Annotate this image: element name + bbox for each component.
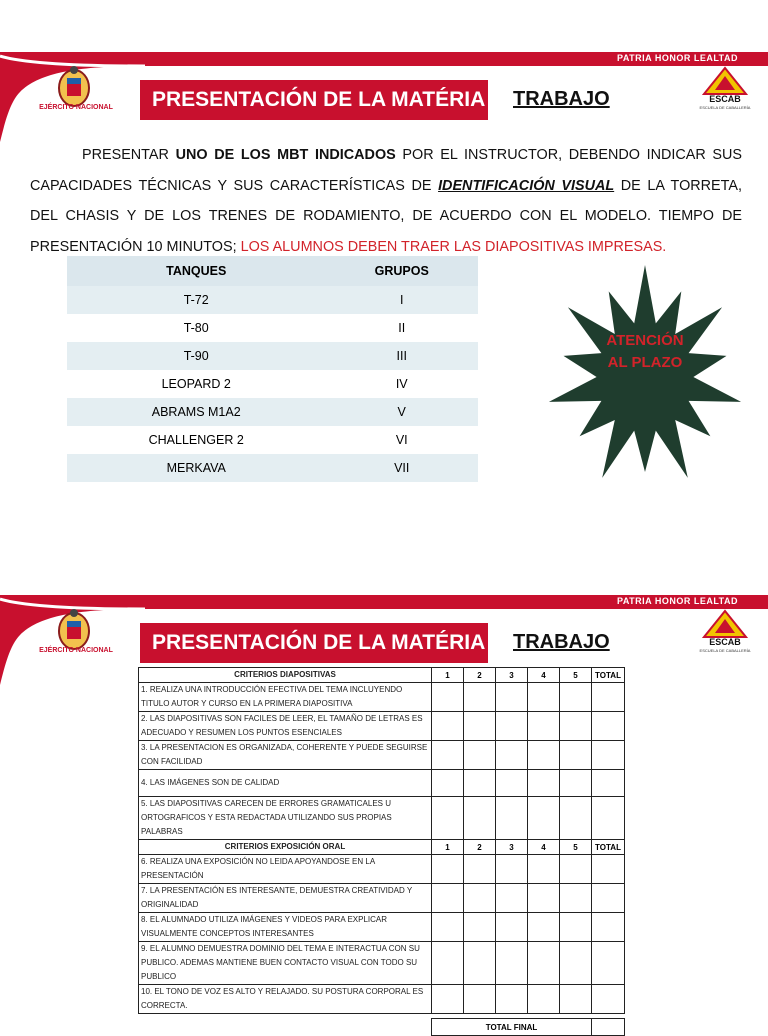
group-number: II bbox=[325, 314, 478, 342]
score-col-total: TOTAL bbox=[592, 840, 625, 855]
group-number: III bbox=[325, 342, 478, 370]
criterion-text: 1. REALIZA UNA INTRODUCCIÓN EFECTIVA DEL TEMA INCLUYENDO TITULO AUTOR Y CURSO EN LA PRIMERA DIAPOSITIVA bbox=[139, 683, 432, 712]
score-col-2: 2 bbox=[464, 668, 496, 683]
group-number: V bbox=[325, 398, 478, 426]
deadline-line2: AL PLAZO bbox=[607, 354, 683, 371]
deadline-line1: ATENCIÓN bbox=[606, 332, 684, 349]
col-header-groups: GRUPOS bbox=[325, 256, 478, 286]
criterion-text: 10. EL TONO DE VOZ ES ALTO Y RELAJADO. SU POSTURA CORPORAL ES CORRECTA. bbox=[139, 985, 432, 1014]
deadline-warning bbox=[580, 330, 710, 374]
tank-name: MERKAVA bbox=[67, 454, 325, 482]
total-final-label: TOTAL FINAL bbox=[432, 1019, 592, 1036]
total-row bbox=[139, 1019, 625, 1036]
table-row bbox=[67, 454, 478, 482]
group-number: VI bbox=[325, 426, 478, 454]
school-subtitle: ESCUELA DE CABALLERÍA bbox=[699, 648, 751, 653]
table-row bbox=[67, 370, 478, 398]
starburst-shape bbox=[545, 257, 745, 497]
rubric-row bbox=[139, 741, 625, 770]
criterion-text: 5. LAS DIAPOSITIVAS CARECEN DE ERRORES GRAMATICALES U ORTOGRAFICOS Y ESTA REDACTADA UTILIZANDO SUS PROPIAS PALABRAS bbox=[139, 797, 432, 840]
criterion-text: 9. EL ALUMNO DEMUESTRA DOMINIO DEL TEMA E INTERACTUA CON SU PUBLICO. ADEMAS MANTIENE BUEN CONTACTO VISUAL CON TODO SU PUBLICO bbox=[139, 942, 432, 985]
score-col-1: 1 bbox=[432, 668, 464, 683]
school-name: ESCAB bbox=[709, 94, 741, 104]
slide-subtitle: TRABAJO bbox=[513, 88, 610, 110]
rubric-row bbox=[139, 855, 625, 884]
rubric-header-row bbox=[139, 840, 625, 855]
rubric-row bbox=[139, 942, 625, 985]
score-col-3: 3 bbox=[496, 840, 528, 855]
rubric-row bbox=[139, 884, 625, 913]
intro-part1: PRESENTAR bbox=[82, 147, 176, 163]
group-number: I bbox=[325, 286, 478, 314]
tank-name: CHALLENGER 2 bbox=[67, 426, 325, 454]
table-row bbox=[67, 426, 478, 454]
score-col-5: 5 bbox=[560, 668, 592, 683]
group-number: IV bbox=[325, 370, 478, 398]
rubric-row bbox=[139, 985, 625, 1014]
army-label: EJÉRCITO NACIONAL bbox=[39, 104, 113, 111]
tanks-groups-table bbox=[67, 256, 478, 482]
tank-name: T-72 bbox=[67, 286, 325, 314]
rubric-row bbox=[139, 712, 625, 741]
intro-visual-id: IDENTIFICACIÓN VISUAL bbox=[438, 177, 615, 194]
slide-subtitle: TRABAJO bbox=[513, 631, 610, 653]
slide-title: PRESENTACIÓN DE LA MATÉRIA bbox=[140, 80, 488, 120]
rubric-header-row bbox=[139, 668, 625, 683]
section-title-oral: CRITERIOS EXPOSICIÓN ORAL bbox=[139, 840, 432, 855]
criterion-text: 4. LAS IMÁGENES SON DE CALIDAD bbox=[139, 770, 432, 797]
group-number: VII bbox=[325, 454, 478, 482]
school-name: ESCAB bbox=[709, 637, 741, 647]
score-col-total: TOTAL bbox=[592, 668, 625, 683]
score-col-4: 4 bbox=[528, 668, 560, 683]
rubric-row bbox=[139, 797, 625, 840]
tank-name: T-90 bbox=[67, 342, 325, 370]
intro-part2: POR EL INSTRUCTOR, DEBENDO INDICAR SUS CAPACIDADES TÉCNICAS Y SUS CARACTERÍSTICAS DE bbox=[30, 147, 743, 194]
intro-part3: DE LA TORRETA, DEL CHASIS Y DE LOS TRENES DE RODAMIENTO, DE ACUERDO CON EL MODELO. TIEMPO DE PRESENTACIÓN 10 MINUTOS; bbox=[30, 177, 742, 255]
criterion-text: 6. REALIZA UNA EXPOSICIÓN NO LEIDA APOYANDOSE EN LA PRESENTACIÓN bbox=[139, 855, 432, 884]
header-motto: PATRIA HONOR LEALTAD bbox=[617, 596, 738, 606]
slide-rubric bbox=[0, 595, 768, 1032]
criterion-text: 8. EL ALUMNADO UTILIZA IMÁGENES Y VIDEOS PARA EXPLICAR VISUALMENTE CONCEPTOS INTERESANTES bbox=[139, 913, 432, 942]
score-col-3: 3 bbox=[496, 668, 528, 683]
header-motto: PATRIA HONOR LEALTAD bbox=[617, 53, 738, 63]
rubric-row bbox=[139, 683, 625, 712]
slide-title: PRESENTACIÓN DE LA MATÉRIA bbox=[140, 623, 488, 663]
score-col-1: 1 bbox=[432, 840, 464, 855]
escab-shield-logo bbox=[700, 66, 750, 96]
tank-name: T-80 bbox=[67, 314, 325, 342]
table-row bbox=[67, 342, 478, 370]
school-subtitle: ESCUELA DE CABALLERÍA bbox=[699, 105, 751, 110]
tank-name: LEOPARD 2 bbox=[67, 370, 325, 398]
escab-shield-logo bbox=[700, 609, 750, 639]
rubric-row bbox=[139, 770, 625, 797]
score-col-4: 4 bbox=[528, 840, 560, 855]
col-header-tanks: TANQUES bbox=[67, 256, 325, 286]
criterion-text: 3. LA PRESENTACION ES ORGANIZADA, COHERENTE Y PUEDE SEGUIRSE CON FACILIDAD bbox=[139, 741, 432, 770]
score-col-2: 2 bbox=[464, 840, 496, 855]
rubric-table bbox=[138, 667, 625, 1036]
rubric-row bbox=[139, 913, 625, 942]
table-row bbox=[67, 314, 478, 342]
section-title-slides: CRITERIOS DIAPOSITIVAS bbox=[139, 668, 432, 683]
criterion-text: 7. LA PRESENTACIÓN ES INTERESANTE, DEMUESTRA CREATIVIDAD Y ORIGINALIDAD bbox=[139, 884, 432, 913]
table-row bbox=[67, 398, 478, 426]
intro-bold: UNO DE LOS MBT INDICADOS bbox=[175, 147, 396, 163]
criterion-text: 2. LAS DIAPOSITIVAS SON FACILES DE LEER, EL TAMAÑO DE LETRAS ES ADECUADO Y RESUMEN LOS PUNTOS ESENCIALES bbox=[139, 712, 432, 741]
tank-name: ABRAMS M1A2 bbox=[67, 398, 325, 426]
intro-red-note: LOS ALUMNOS DEBEN TRAER LAS DIAPOSITIVAS IMPRESAS. bbox=[240, 238, 667, 255]
table-row bbox=[67, 286, 478, 314]
assignment-text bbox=[30, 140, 742, 262]
score-col-5: 5 bbox=[560, 840, 592, 855]
army-label: EJÉRCITO NACIONAL bbox=[39, 647, 113, 654]
slide-assignment bbox=[0, 52, 768, 512]
